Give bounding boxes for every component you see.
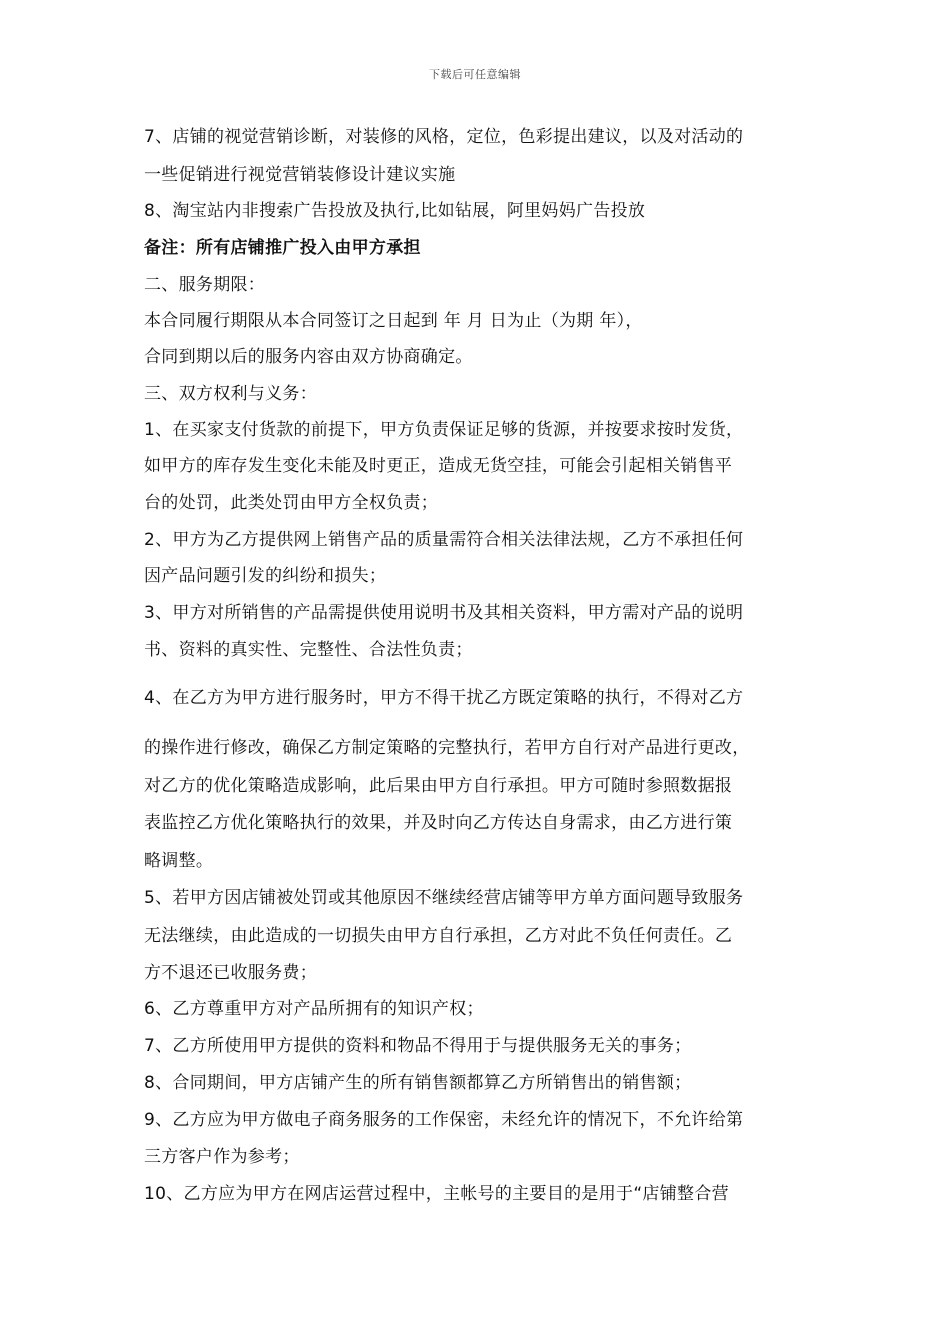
text-line: 因产品问题引发的纠纷和损失； [144, 566, 387, 586]
text-line: 如甲方的库存发生变化未能及时更正，造成无货空挂，可能会引起相关销售平 [144, 456, 733, 476]
text-line: 1、在买家支付货款的前提下，甲方负责保证足够的货源，并按要求按时发货， [144, 420, 744, 440]
text-line: 台的处罚，此类处罚由甲方全权负责； [144, 493, 439, 513]
text-line: 略调整。 [144, 851, 214, 871]
section-heading: 三、双方权利与义务： [144, 384, 317, 404]
page-header: 下载后可任意编辑 [429, 68, 521, 81]
text-line: 8、淘宝站内非搜索广告投放及执行,比如钻展，阿里妈妈广告投放 [144, 201, 646, 221]
text-line: 三方客户作为参考； [144, 1147, 300, 1167]
text-line: 合同到期以后的服务内容由双方协商确定。 [144, 347, 473, 367]
note-line: 备注：所有店铺推广投入由甲方承担 [144, 238, 421, 258]
text-line: 对乙方的优化策略造成影响，此后果由甲方自行承担。甲方可随时参照数据报 [144, 776, 733, 796]
text-line: 7、乙方所使用甲方提供的资料和物品不得用于与提供服务无关的事务； [144, 1036, 692, 1056]
text-line: 10、乙方应为甲方在网店运营过程中，主帐号的主要目的是用于“店铺整合营 [144, 1184, 729, 1204]
text-line: 5、若甲方因店铺被处罚或其他原因不继续经营店铺等甲方单方面问题导致服务 [144, 888, 744, 908]
text-line: 本合同履行期限从本合同签订之日起到 年 月 日为止（为期 年）， [144, 311, 643, 331]
text-line: 9、乙方应为甲方做电子商务服务的工作保密，未经允许的情况下，不允许给第 [144, 1110, 744, 1130]
text-line: 无法继续，由此造成的一切损失由甲方自行承担，乙方对此不负任何责任。乙 [144, 926, 733, 946]
text-line: 的操作进行修改，确保乙方制定策略的完整执行，若甲方自行对产品进行更改， [144, 738, 750, 758]
text-line: 3、甲方对所销售的产品需提供使用说明书及其相关资料，甲方需对产品的说明 [144, 603, 744, 623]
text-line: 8、合同期间，甲方店铺产生的所有销售额都算乙方所销售出的销售额； [144, 1073, 692, 1093]
text-line: 2、甲方为乙方提供网上销售产品的质量需符合相关法律法规，乙方不承担任何 [144, 530, 744, 550]
text-line: 表监控乙方优化策略执行的效果，并及时向乙方传达自身需求，由乙方进行策 [144, 813, 733, 833]
text-line: 方不退还已收服务费； [144, 963, 317, 983]
text-line: 书、资料的真实性、完整性、合法性负责； [144, 640, 473, 660]
text-line: 一些促销进行视觉营销装修设计建议实施 [144, 165, 456, 185]
text-line: 6、乙方尊重甲方对产品所拥有的知识产权； [144, 999, 484, 1019]
section-heading: 二、服务期限： [144, 275, 266, 295]
text-line: 7、店铺的视觉营销诊断，对装修的风格，定位，色彩提出建议，以及对活动的 [144, 127, 744, 147]
text-line: 4、在乙方为甲方进行服务时，甲方不得干扰乙方既定策略的执行，不得对乙方 [144, 688, 744, 708]
